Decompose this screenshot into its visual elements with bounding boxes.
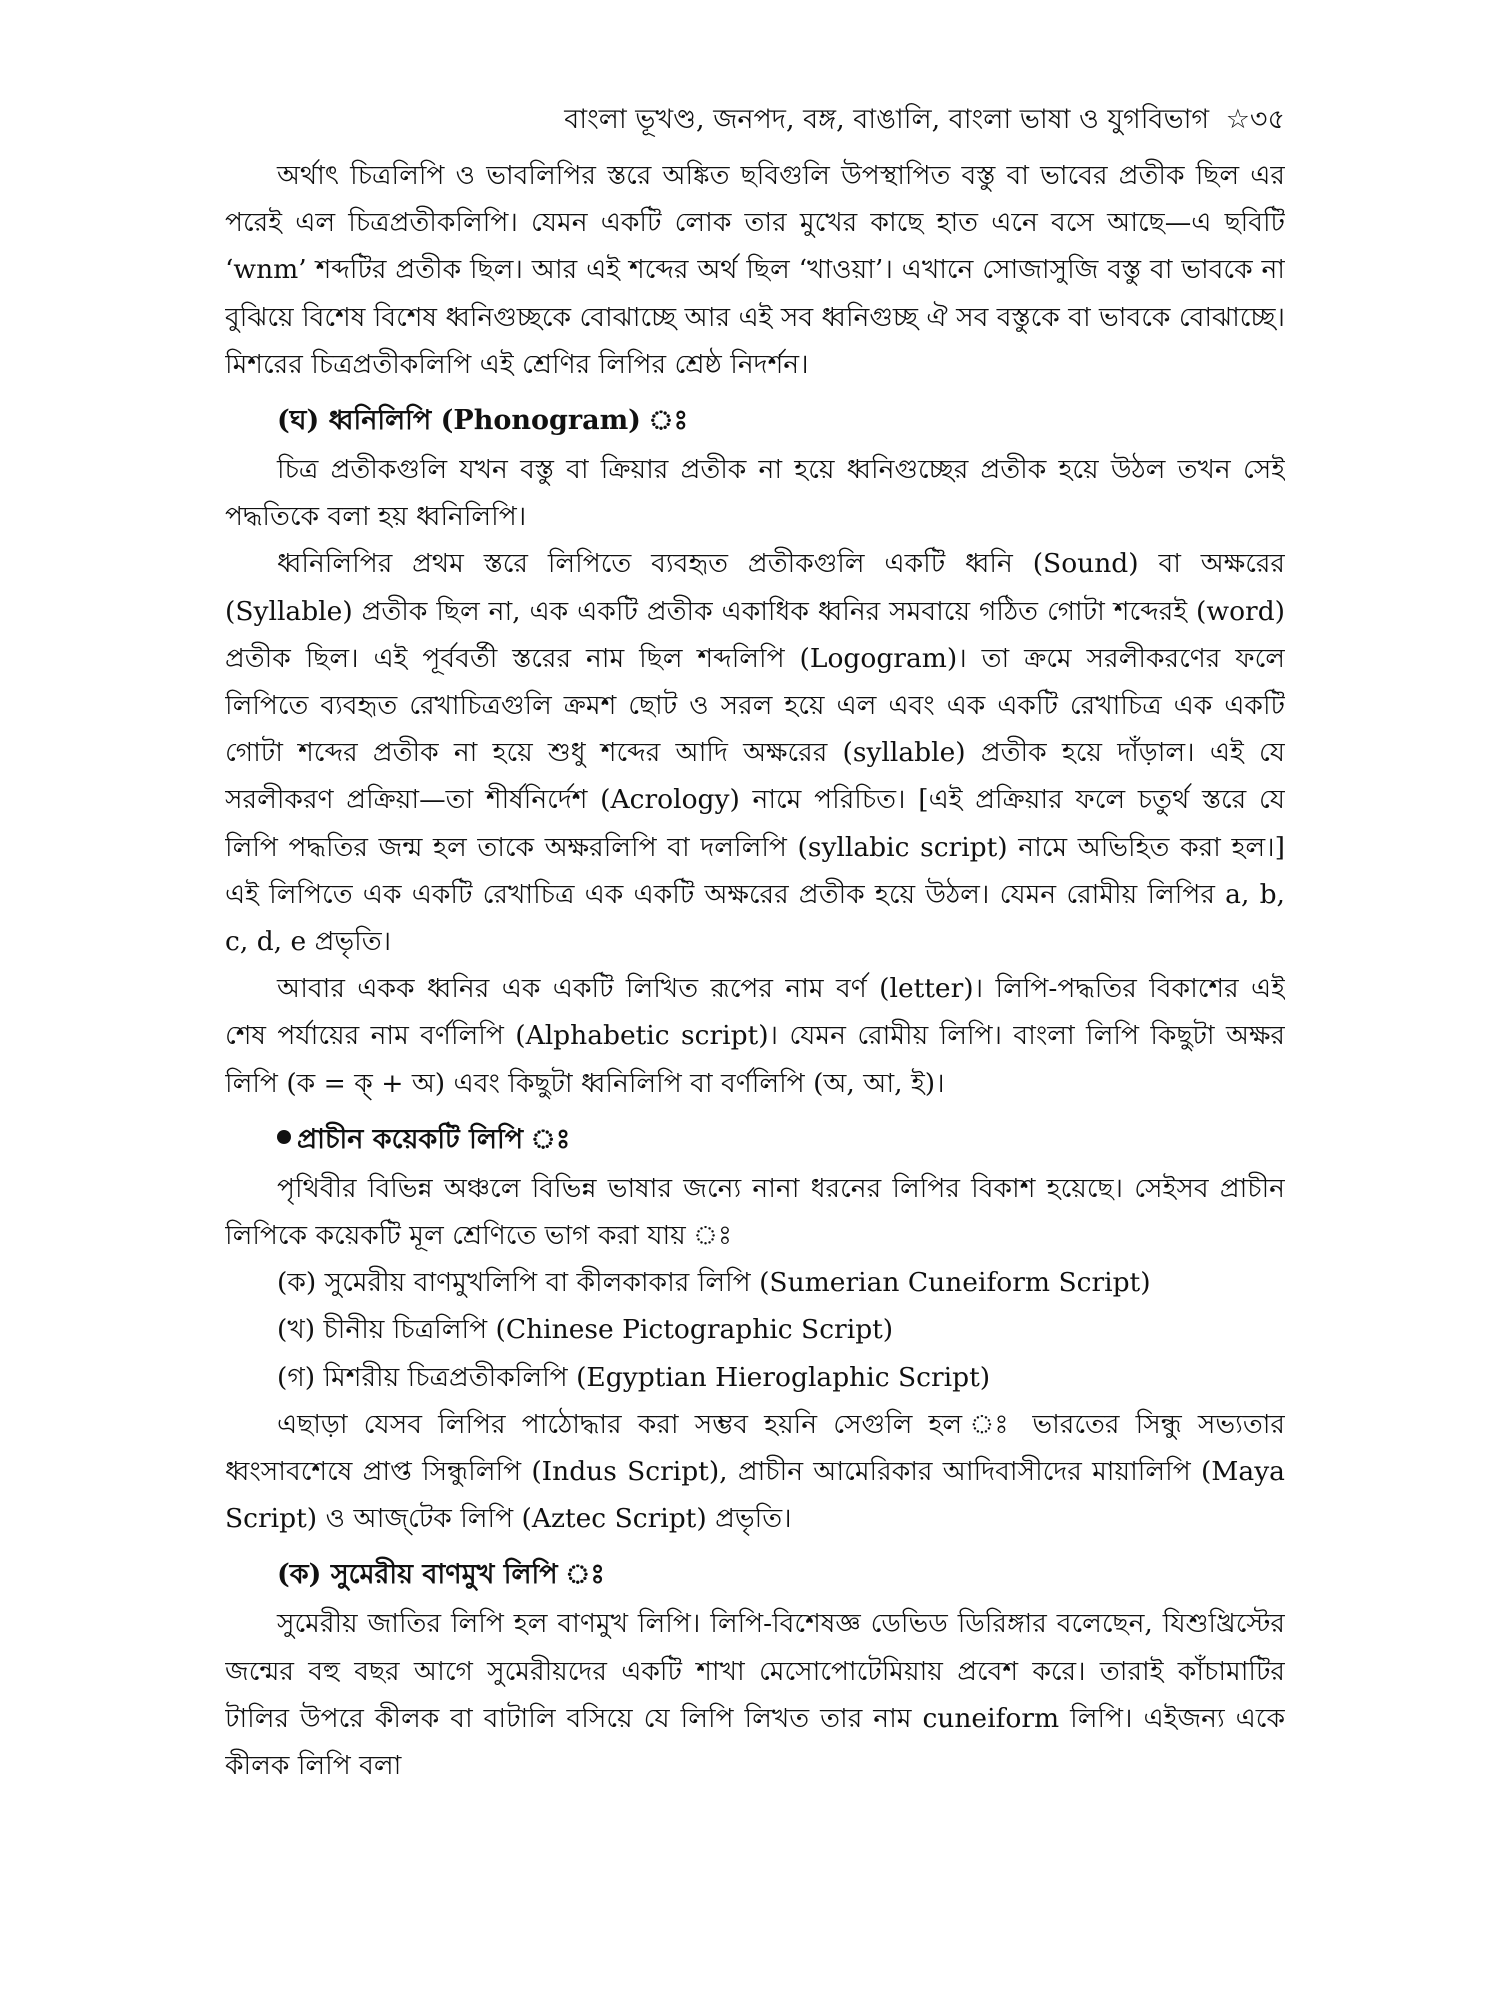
paragraph-1: অর্থাৎ চিত্রলিপি ও ভাবলিপির স্তরে অঙ্কিত ছবিগুলি উপস্থাপিত বস্তু বা ভাবের প্রতীক ছিল এর পরেই এল চিত্রপ্রতীকলিপি। যেমন একটি লোক তার মুখের কাছে হাত এনে বসে আছে—এ ছবিটি ‘wnm’ শব্দটির প্রতীক ছিল। আর এই শব্দের অর্থ ছিল ‘খাওয়া’। এখানে সোজাসুজি বস্তু বা ভাবকে না বুঝিয়ে বিশেষ বিশেষ ধ্বনিগুচ্ছকে বোঝাচ্ছে আর এই সব ধ্বনিগুচ্ছ ঐ সব বস্তুকে বা ভাবকে বোঝাচ্ছে। মিশরের চিত্রপ্রতীকলিপি এই শ্রেণির লিপির শ্রেষ্ঠ নিদর্শন। <box>225 160 1285 380</box>
star-icon: ☆ <box>1225 104 1250 135</box>
heading-ancient-scripts <box>225 1115 1285 1165</box>
running-header <box>225 100 1285 140</box>
book-page <box>225 100 1285 1980</box>
heading-sumerian: (ক) সুমেরীয় বাণমুখ লিপি ঃ <box>277 1559 605 1591</box>
heading-phonogram: (ঘ) ধ্বনিলিপি (Phonogram) ঃ <box>277 405 689 437</box>
paragraph-2: চিত্র প্রতীকগুলি যখন বস্তু বা ক্রিয়ার প্রতীক না হয়ে ধ্বনিগুচ্ছের প্রতীক হয়ে উঠল তখন সেই পদ্ধতিকে বলা হয় ধ্বনিলিপি। <box>225 454 1285 533</box>
list-item: (গ) মিশরীয় চিত্রপ্রতীকলিপি (Egyptian Hieroglaphic Script) <box>277 1361 991 1393</box>
list-item: (ক) সুমেরীয় বাণমুখলিপি বা কীলকাকার লিপি (Sumerian Cuneiform Script) <box>277 1267 1151 1299</box>
bullet-icon <box>277 1130 291 1144</box>
paragraph-3: ধ্বনিলিপির প্রথম স্তরে লিপিতে ব্যবহৃত প্রতীকগুলি একটি ধ্বনি (Sound) বা অক্ষরের (Syllable) প্রতীক ছিল না, এক একটি প্রতীক একাধিক ধ্বনির সমবায়ে গঠিত গোটা শব্দেরই (word) প্রতীক ছিল। এই পূর্ববর্তী স্তরের নাম ছিল শব্দলিপি (Logogram)। তা ক্রমে সরলীকরণের ফলে লিপিতে ব্যবহৃত রেখাচিত্রগুলি ক্রমশ ছোট ও সরল হয়ে এল এবং এক একটি রেখাচিত্র এক একটি গোটা শব্দের প্রতীক না হয়ে শুধু শব্দের আদি অক্ষরের (syllable) প্রতীক হয়ে দাঁড়াল। এই যে সরলীকরণ প্রক্রিয়া—তা শীর্ষনির্দেশ (Acrology) নামে পরিচিত। [এই প্রক্রিয়ার ফলে চতুর্থ স্তরে যে লিপি পদ্ধতির জন্ম হল তাকে অক্ষরলিপি বা দললিপি (syllabic script) নামে অভিহিত করা হল।] এই লিপিতে এক একটি রেখাচিত্র এক একটি অক্ষরের প্রতীক হয়ে উঠল। যেমন রোমীয় লিপির a, b, c, d, e প্রভৃতি। <box>225 548 1285 958</box>
paragraph-5: পৃথিবীর বিভিন্ন অঞ্চলে বিভিন্ন ভাষার জন্যে নানা ধরনের লিপির বিকাশ হয়েছে। সেইসব প্রাচীন লিপিকে কয়েকটি মূল শ্রেণিতে ভাগ করা যায় ঃ <box>225 1172 1285 1252</box>
paragraph-6: এছাড়া যেসব লিপির পাঠোদ্ধার করা সম্ভব হয়নি সেগুলি হল ঃ ভারতের সিন্ধু সভ্যতার ধ্বংসাবশেষে প্রাপ্ত সিন্ধুলিপি (Indus Script), প্রাচীন আমেরিকার আদিবাসীদের মায়ালিপি (Maya Script) ও আজ্‌টেক লিপি (Aztec Script) প্রভৃতি। <box>225 1408 1285 1535</box>
running-title: বাংলা ভূখণ্ড, জনপদ, বঙ্গ, বাঙালি, বাংলা ভাষা ও যুগবিভাগ <box>564 104 1210 135</box>
list-item: (খ) চীনীয় চিত্রলিপি (Chinese Pictographic Script) <box>277 1314 894 1346</box>
paragraph-7: সুমেরীয় জাতির লিপি হল বাণমুখ লিপি। লিপি-বিশেষজ্ঞ ডেভিড ডিরিঙ্গার বলেছেন, যিশুখ্রিস্টের জন্মের বহু বছর আগে সুমেরীয়দের একটি শাখা মেসোপোটেমিয়ায় প্রবেশ করে। তারাই কাঁচামাটির টালির উপরে কীলক বা বাটালি বসিয়ে যে লিপি লিখত তার নাম cuneiform লিপি। এইজন্য একে কীলক লিপি বলা <box>225 1608 1285 1782</box>
paragraph-4: আবার একক ধ্বনির এক একটি লিখিত রূপের নাম বর্ণ (letter)। লিপি-পদ্ধতির বিকাশের এই শেষ পর্যায়ের নাম বর্ণলিপি (Alphabetic script)। যেমন রোমীয় লিপি। বাংলা লিপি কিছুটা অক্ষর লিপি (ক = ক্ + অ) এবং কিছুটা ধ্বনিলিপি বা বর্ণলিপি (অ, আ, ই)। <box>225 973 1285 1099</box>
heading-ancient-text: প্রাচীন কয়েকটি লিপি ঃ <box>297 1123 571 1155</box>
page-number: ৩৫ <box>1249 104 1285 135</box>
